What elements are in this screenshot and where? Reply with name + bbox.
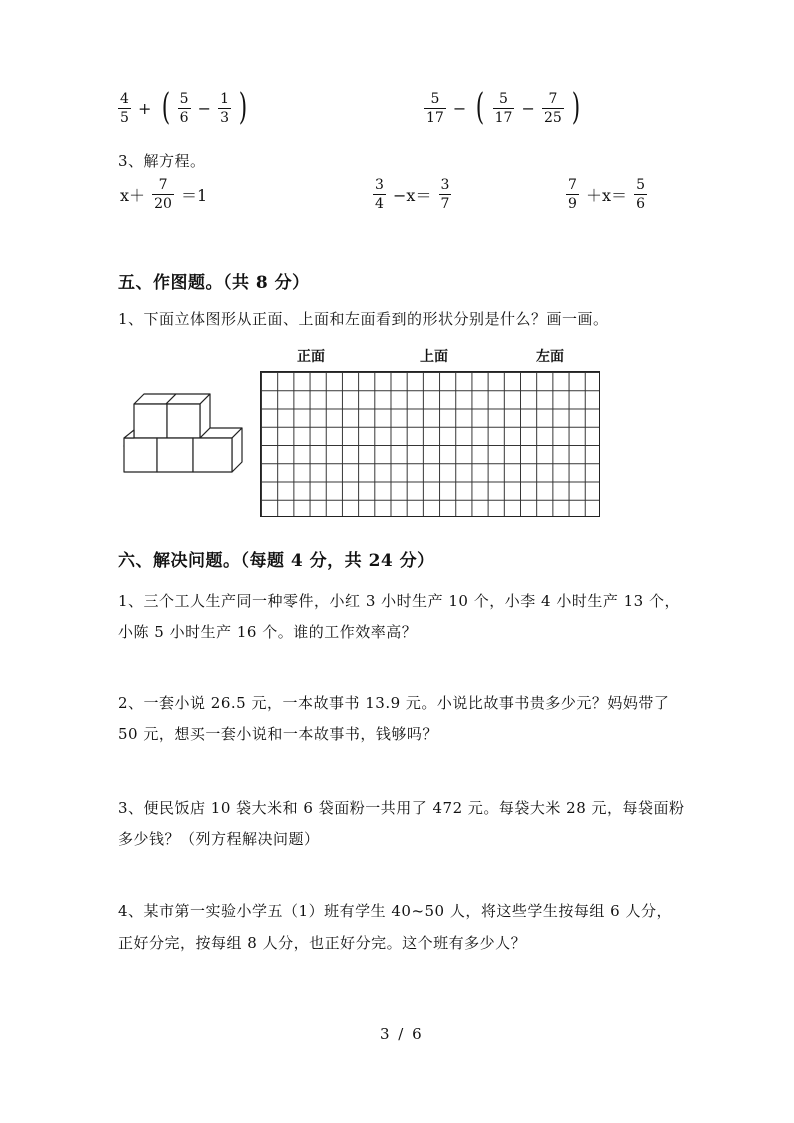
- equation-prefix: x＋: [120, 186, 146, 205]
- problem-1-line-1: 1、三个工人生产同一种零件，小红 3 小时生产 10 个，小李 4 小时生产 13 个，: [118, 592, 680, 610]
- section-5-heading: 五、作图题。（共 8 分）: [118, 273, 310, 293]
- operator: −: [521, 98, 535, 118]
- problem-3-line-1: 3、便民饭店 10 袋大米和 6 袋面粉一共用了 472 元。每袋大米 28 元，每袋面粉: [118, 799, 685, 817]
- operator: +: [138, 98, 152, 118]
- fraction: $\frac{5}{6}$: [179, 90, 189, 126]
- equation-middle: ＋x＝: [586, 186, 628, 205]
- equation-3: [566, 178, 647, 211]
- cube-stack-figure: [118, 390, 248, 480]
- label-front-view: 正面: [297, 349, 325, 365]
- fraction: $\frac{3}{4}$: [375, 177, 384, 212]
- problem-3-line-2: 多少钱？（列方程解决问题）: [118, 830, 320, 848]
- right-paren: ): [238, 87, 248, 128]
- label-top-view: 上面: [420, 349, 448, 365]
- left-paren: (: [161, 87, 170, 128]
- right-paren: ): [571, 87, 581, 128]
- fraction: $\frac{3}{7}$: [440, 177, 450, 212]
- equation-1: [118, 178, 209, 211]
- equation-suffix: ＝1: [181, 186, 208, 205]
- equation-2: [373, 178, 451, 211]
- problem-1-line-2: 小陈 5 小时生产 16 个。谁的工作效率高？: [118, 623, 418, 641]
- expression-1: [118, 87, 250, 128]
- operator: −: [452, 98, 467, 118]
- fraction: $\frac{7}{20}$: [154, 177, 172, 212]
- expression-2: [424, 87, 583, 128]
- question-3-title: 3、解方程。: [118, 152, 206, 170]
- operator: −: [197, 98, 212, 118]
- page-number: 3 / 6: [380, 1025, 424, 1043]
- left-paren: (: [476, 87, 485, 128]
- equation-middle: −x＝: [393, 186, 432, 205]
- fraction: $\frac{7}{9}$: [568, 177, 577, 212]
- drawing-grid[interactable]: [260, 371, 600, 517]
- problem-4-line-1: 4、某市第一实验小学五（1）班有学生 40~50 人，将这些学生按每组 6 人分，: [118, 902, 672, 920]
- problem-2-line-2: 50 元，想买一套小说和一本故事书，钱够吗？: [118, 725, 438, 743]
- fraction: $\frac{7}{25}$: [543, 90, 562, 126]
- label-left-view: 左面: [536, 349, 564, 365]
- fraction: $\frac{5}{17}$: [426, 90, 444, 126]
- problem-4-line-2: 正好分完，按每组 8 人分，也正好分完。这个班有多少人？: [118, 934, 527, 952]
- section-5-question-1: 1、下面立体图形从正面、上面和左面看到的形状分别是什么？画一画。: [118, 310, 609, 328]
- fraction: $\frac{1}{3}$: [220, 90, 230, 126]
- fraction: $\frac{5}{17}$: [494, 90, 513, 126]
- section-6-heading: 六、解决问题。（每题 4 分，共 24 分）: [118, 551, 435, 571]
- fraction: $\frac{4}{5}$: [120, 90, 129, 126]
- problem-2-line-1: 2、一套小说 26.5 元，一本故事书 13.9 元。小说比故事书贵多少元？妈妈带了: [118, 694, 670, 712]
- fraction: $\frac{5}{6}$: [636, 177, 646, 212]
